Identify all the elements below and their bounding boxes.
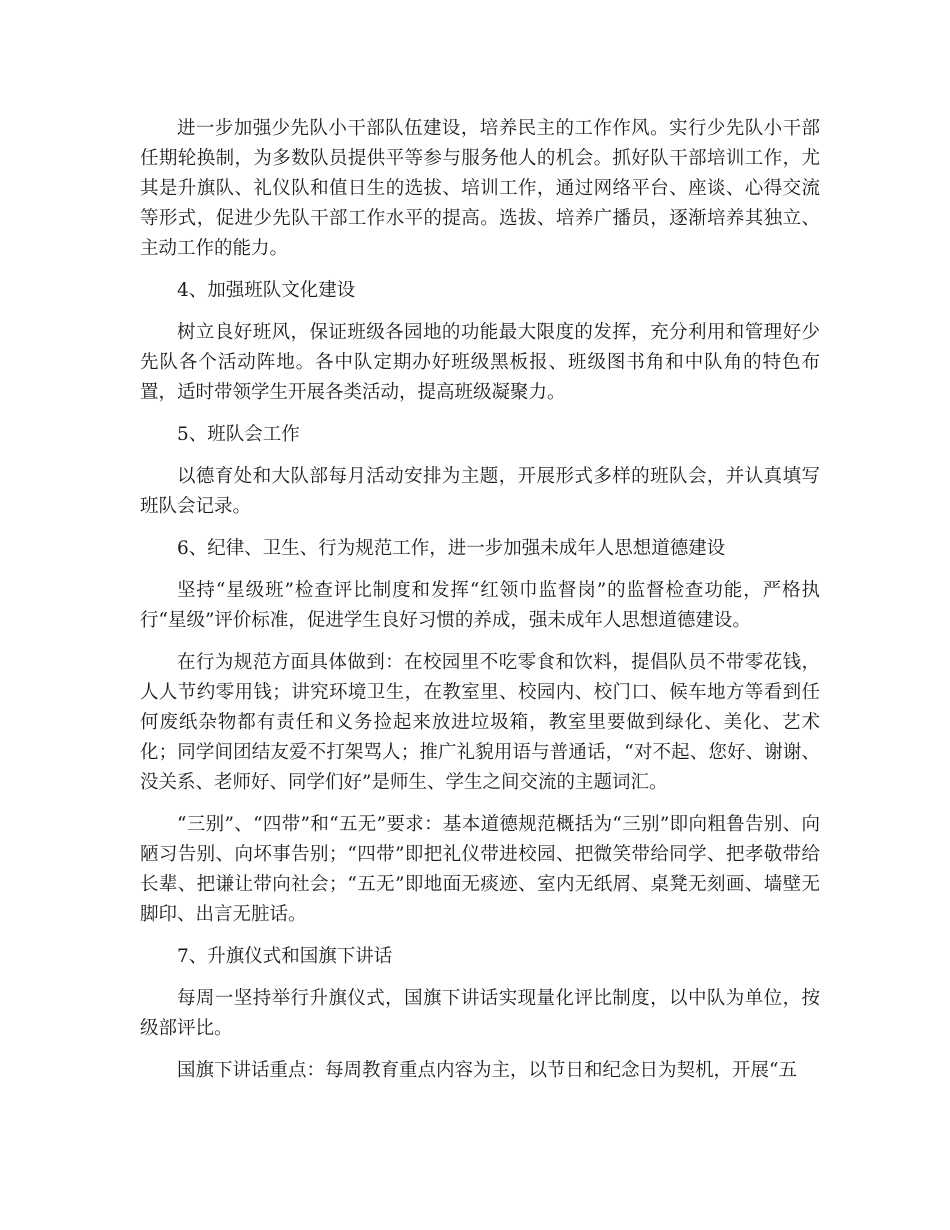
paragraph-class-culture: 树立良好班风，保证班级各园地的功能最大限度的发挥，充分利用和管理好少先队各个活动阵地。各中队定期办好班级黑板报、班级图书角和中队角的特色布置，适时带领学生开展各类活动，提高班级凝聚力。 bbox=[140, 322, 820, 403]
paragraph-cadre-team: 进一步加强少先队小干部队伍建设，培养民主的工作作风。实行少先队小干部任期轮换制，为多数队员提供平等参与服务他人的机会。抓好队干部培训工作，尤其是升旗队、礼仪队和值日生的选拔、培训工作，通过网络平台、座谈、心得交流等形式，促进少先队干部工作水平的提高。选拔、培养广播员，逐渐培养其独立、主动工作的能力。 bbox=[140, 118, 820, 259]
heading-discipline: 6、纪律、卫生、行为规范工作，进一步加强未成年人思想道德建设 bbox=[177, 538, 726, 559]
heading-class-culture: 4、加强班队文化建设 bbox=[177, 280, 356, 301]
paragraph-class-meeting: 以德育处和大队部每月活动安排为主题，开展形式多样的班队会，并认真填写班队会记录。 bbox=[140, 466, 820, 517]
heading-class-meeting: 5、班队会工作 bbox=[177, 424, 300, 445]
paragraph-flag-ceremony: 每周一坚持举行升旗仪式，国旗下讲话实现量化评比制度，以中队为单位，按级部评比。 bbox=[140, 988, 820, 1039]
paragraph-flag-speech: 国旗下讲话重点：每周教育重点内容为主，以节日和纪念日为契机，开展“五 bbox=[177, 1060, 797, 1081]
paragraph-star-class: 坚持“星级班”检查评比制度和发挥“红领巾监督岗”的监督检查功能，严格执行“星级”评价标准，促进学生良好习惯的养成，强未成年人思想道德建设。 bbox=[140, 580, 820, 631]
paragraph-three-four-five: “三别”、“四带”和“五无”要求：基本道德规范概括为“三别”即向粗鲁告别、向陋习告别、向坏事告别；“四带”即把礼仪带进校园、把微笑带给同学、把孝敬带给长辈、把谦让带向社会；“五无”即地面无痰迹、室内无纸屑、桌凳无刻画、墙壁无脚印、出言无脏话。 bbox=[140, 814, 820, 925]
heading-flag-ceremony: 7、升旗仪式和国旗下讲话 bbox=[177, 946, 393, 967]
paragraph-behavior-norms: 在行为规范方面具体做到：在校园里不吃零食和饮料，提倡队员不带零花钱，人人节约零用钱；讲究环境卫生，在教室里、校园内、校门口、候车地方等看到任何废纸杂物都有责任和义务捡起来放进垃圾箱，教室里要做到绿化、美化、艺术化；同学间团结友爱不打架骂人；推广礼貌用语与普通话，“对不起、您好、谢谢、没关系、老师好、同学们好”是师生、学生之间交流的主题词汇。 bbox=[140, 652, 820, 793]
document-body bbox=[140, 114, 820, 1098]
